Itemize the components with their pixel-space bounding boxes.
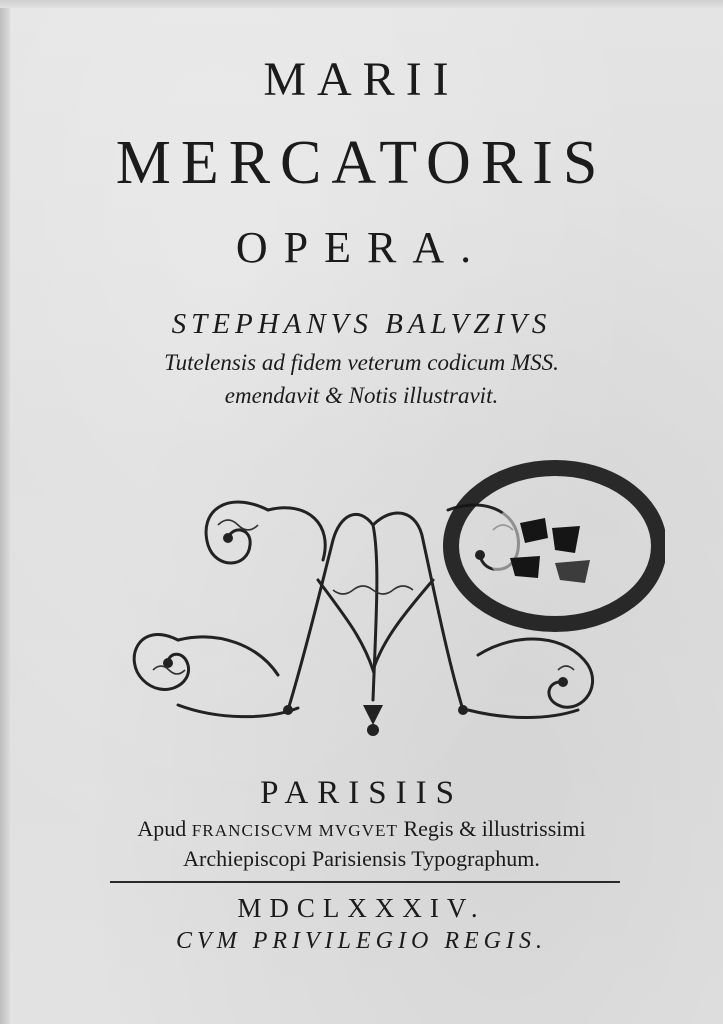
title-line-2: MERCATORIS xyxy=(115,129,608,197)
editor-description-line-2: emendavit & Notis illustravit. xyxy=(224,383,499,408)
title-line-3: OPERA. xyxy=(235,223,488,272)
editor-description-line-1: Tutelensis ad fidem veterum codicum MSS. xyxy=(164,350,559,375)
editor-name: STEPHANVS BALVZIVS xyxy=(171,308,552,340)
royal-privilege: CVM PRIVILEGIO REGIS. xyxy=(176,928,547,954)
page-edge-top xyxy=(0,0,723,8)
horizontal-rule xyxy=(110,881,620,883)
printer-line-2: Archiepiscopi Parisiensis Typographum. xyxy=(183,846,540,871)
title-line-1: MARII xyxy=(263,53,460,106)
place-of-publication: PARISIIS xyxy=(260,775,463,811)
printer-suffix: Regis & illustrissimi xyxy=(397,816,586,841)
printer-prefix: Apud xyxy=(137,816,192,841)
library-stamp-icon xyxy=(440,458,665,633)
printer-line-1 xyxy=(0,816,723,842)
publication-year: MDCLXXXIV. xyxy=(237,893,486,923)
printer-name: FRANCISCVM MVGVET xyxy=(191,821,398,840)
